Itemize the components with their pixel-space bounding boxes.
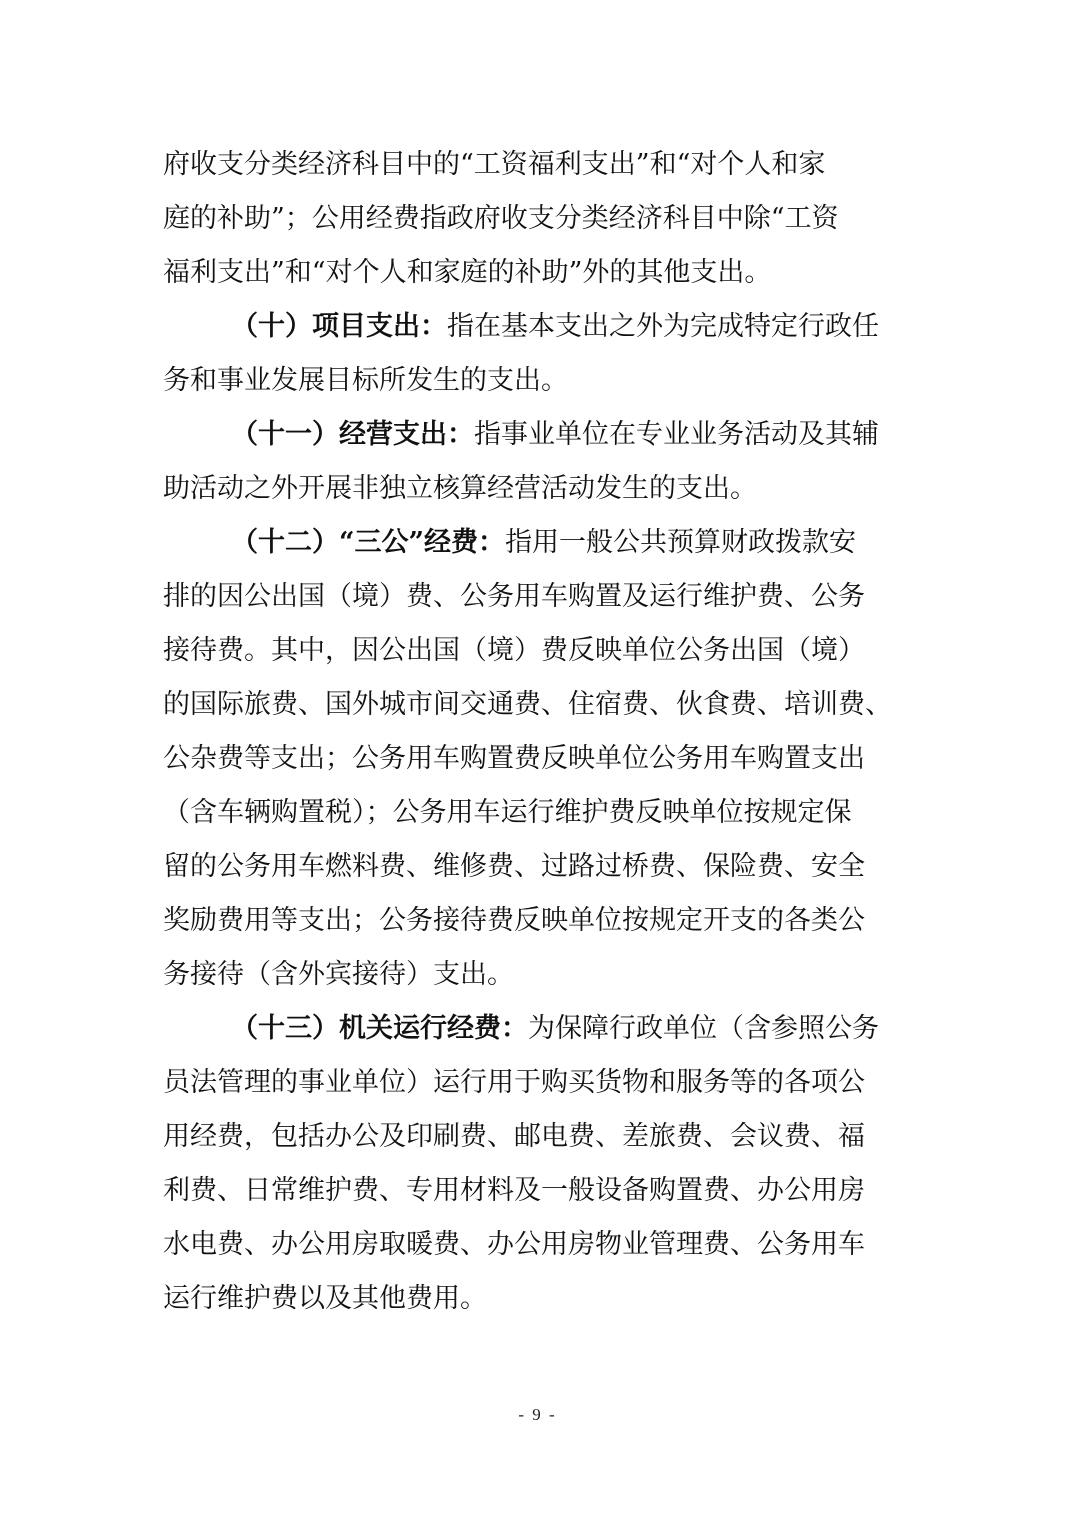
line-text: 的国际旅费、国外城市间交通费、住宿费、伙食费、培训费、 bbox=[163, 689, 892, 720]
text-line bbox=[163, 786, 913, 840]
line-text: 指用一般公共预算财政拨款安 bbox=[505, 527, 857, 558]
text-line bbox=[163, 840, 913, 894]
line-text: （含车辆购置税）；公务用车运行维护费反映单位按规定保 bbox=[163, 797, 852, 828]
line-text: 务接待（含外宾接待）支出。 bbox=[163, 959, 514, 990]
text-line bbox=[163, 1164, 913, 1218]
text-line bbox=[163, 462, 913, 516]
line-text: 指在基本支出之外为完成特定行政任 bbox=[447, 311, 879, 342]
text-line bbox=[163, 1272, 913, 1326]
line-text: 公杂费等支出；公务用车购置费反映单位公务用车购置支出 bbox=[163, 743, 865, 774]
line-text: 排的因公出国（境）费、公务用车购置及运行维护费、公务 bbox=[163, 581, 865, 612]
page-number: - 9 - bbox=[518, 1405, 557, 1424]
section-heading: （十）项目支出： bbox=[231, 311, 447, 342]
text-line bbox=[163, 1110, 913, 1164]
text-line bbox=[163, 516, 913, 570]
line-text: 留的公务用车燃料费、维修费、过路过桥费、保险费、安全 bbox=[163, 851, 865, 882]
line-text: 利费、日常维护费、专用材料及一般设备购置费、办公用房 bbox=[163, 1175, 865, 1206]
line-text: 助活动之外开展非独立核算经营活动发生的支出。 bbox=[163, 473, 757, 504]
line-text: 为保障行政单位（含参照公务 bbox=[528, 1013, 879, 1044]
text-line bbox=[163, 1218, 913, 1272]
text-line bbox=[163, 300, 913, 354]
line-text: 接待费。其中，因公出国（境）费反映单位公务出国（境） bbox=[163, 635, 865, 666]
text-line bbox=[163, 624, 913, 678]
text-line bbox=[163, 408, 913, 462]
line-text: 奖励费用等支出；公务接待费反映单位按规定开支的各类公 bbox=[163, 905, 865, 936]
text-line bbox=[163, 678, 913, 732]
text-line bbox=[163, 246, 913, 300]
section-heading: （十一）经营支出： bbox=[231, 419, 474, 450]
text-line bbox=[163, 570, 913, 624]
line-text: 水电费、办公用房取暖费、办公用房物业管理费、公务用车 bbox=[163, 1229, 865, 1260]
body-text bbox=[163, 138, 913, 1326]
line-text: 运行维护费以及其他费用。 bbox=[163, 1283, 487, 1314]
text-line bbox=[163, 354, 913, 408]
text-line bbox=[163, 138, 913, 192]
text-line bbox=[163, 948, 913, 1002]
line-text: 员法管理的事业单位）运行用于购买货物和服务等的各项公 bbox=[163, 1067, 865, 1098]
text-line bbox=[163, 192, 913, 246]
line-text: 福利支出”和“对个人和家庭的补助”外的其他支出。 bbox=[163, 257, 772, 288]
text-line bbox=[163, 732, 913, 786]
text-line bbox=[163, 894, 913, 948]
line-text: 府收支分类经济科目中的“工资福利支出”和“对个人和家 bbox=[163, 149, 826, 180]
section-heading: （十二）“三公”经费： bbox=[231, 527, 506, 558]
line-text: 用经费，包括办公及印刷费、邮电费、差旅费、会议费、福 bbox=[163, 1121, 865, 1152]
line-text: 庭的补助”；公用经费指政府收支分类经济科目中除“工资 bbox=[163, 203, 839, 234]
line-text: 指事业单位在专业业务活动及其辅 bbox=[474, 419, 879, 450]
text-line bbox=[163, 1056, 913, 1110]
line-text: 务和事业发展目标所发生的支出。 bbox=[163, 365, 568, 396]
section-heading: （十三）机关运行经费： bbox=[231, 1013, 528, 1044]
text-line bbox=[163, 1002, 913, 1056]
